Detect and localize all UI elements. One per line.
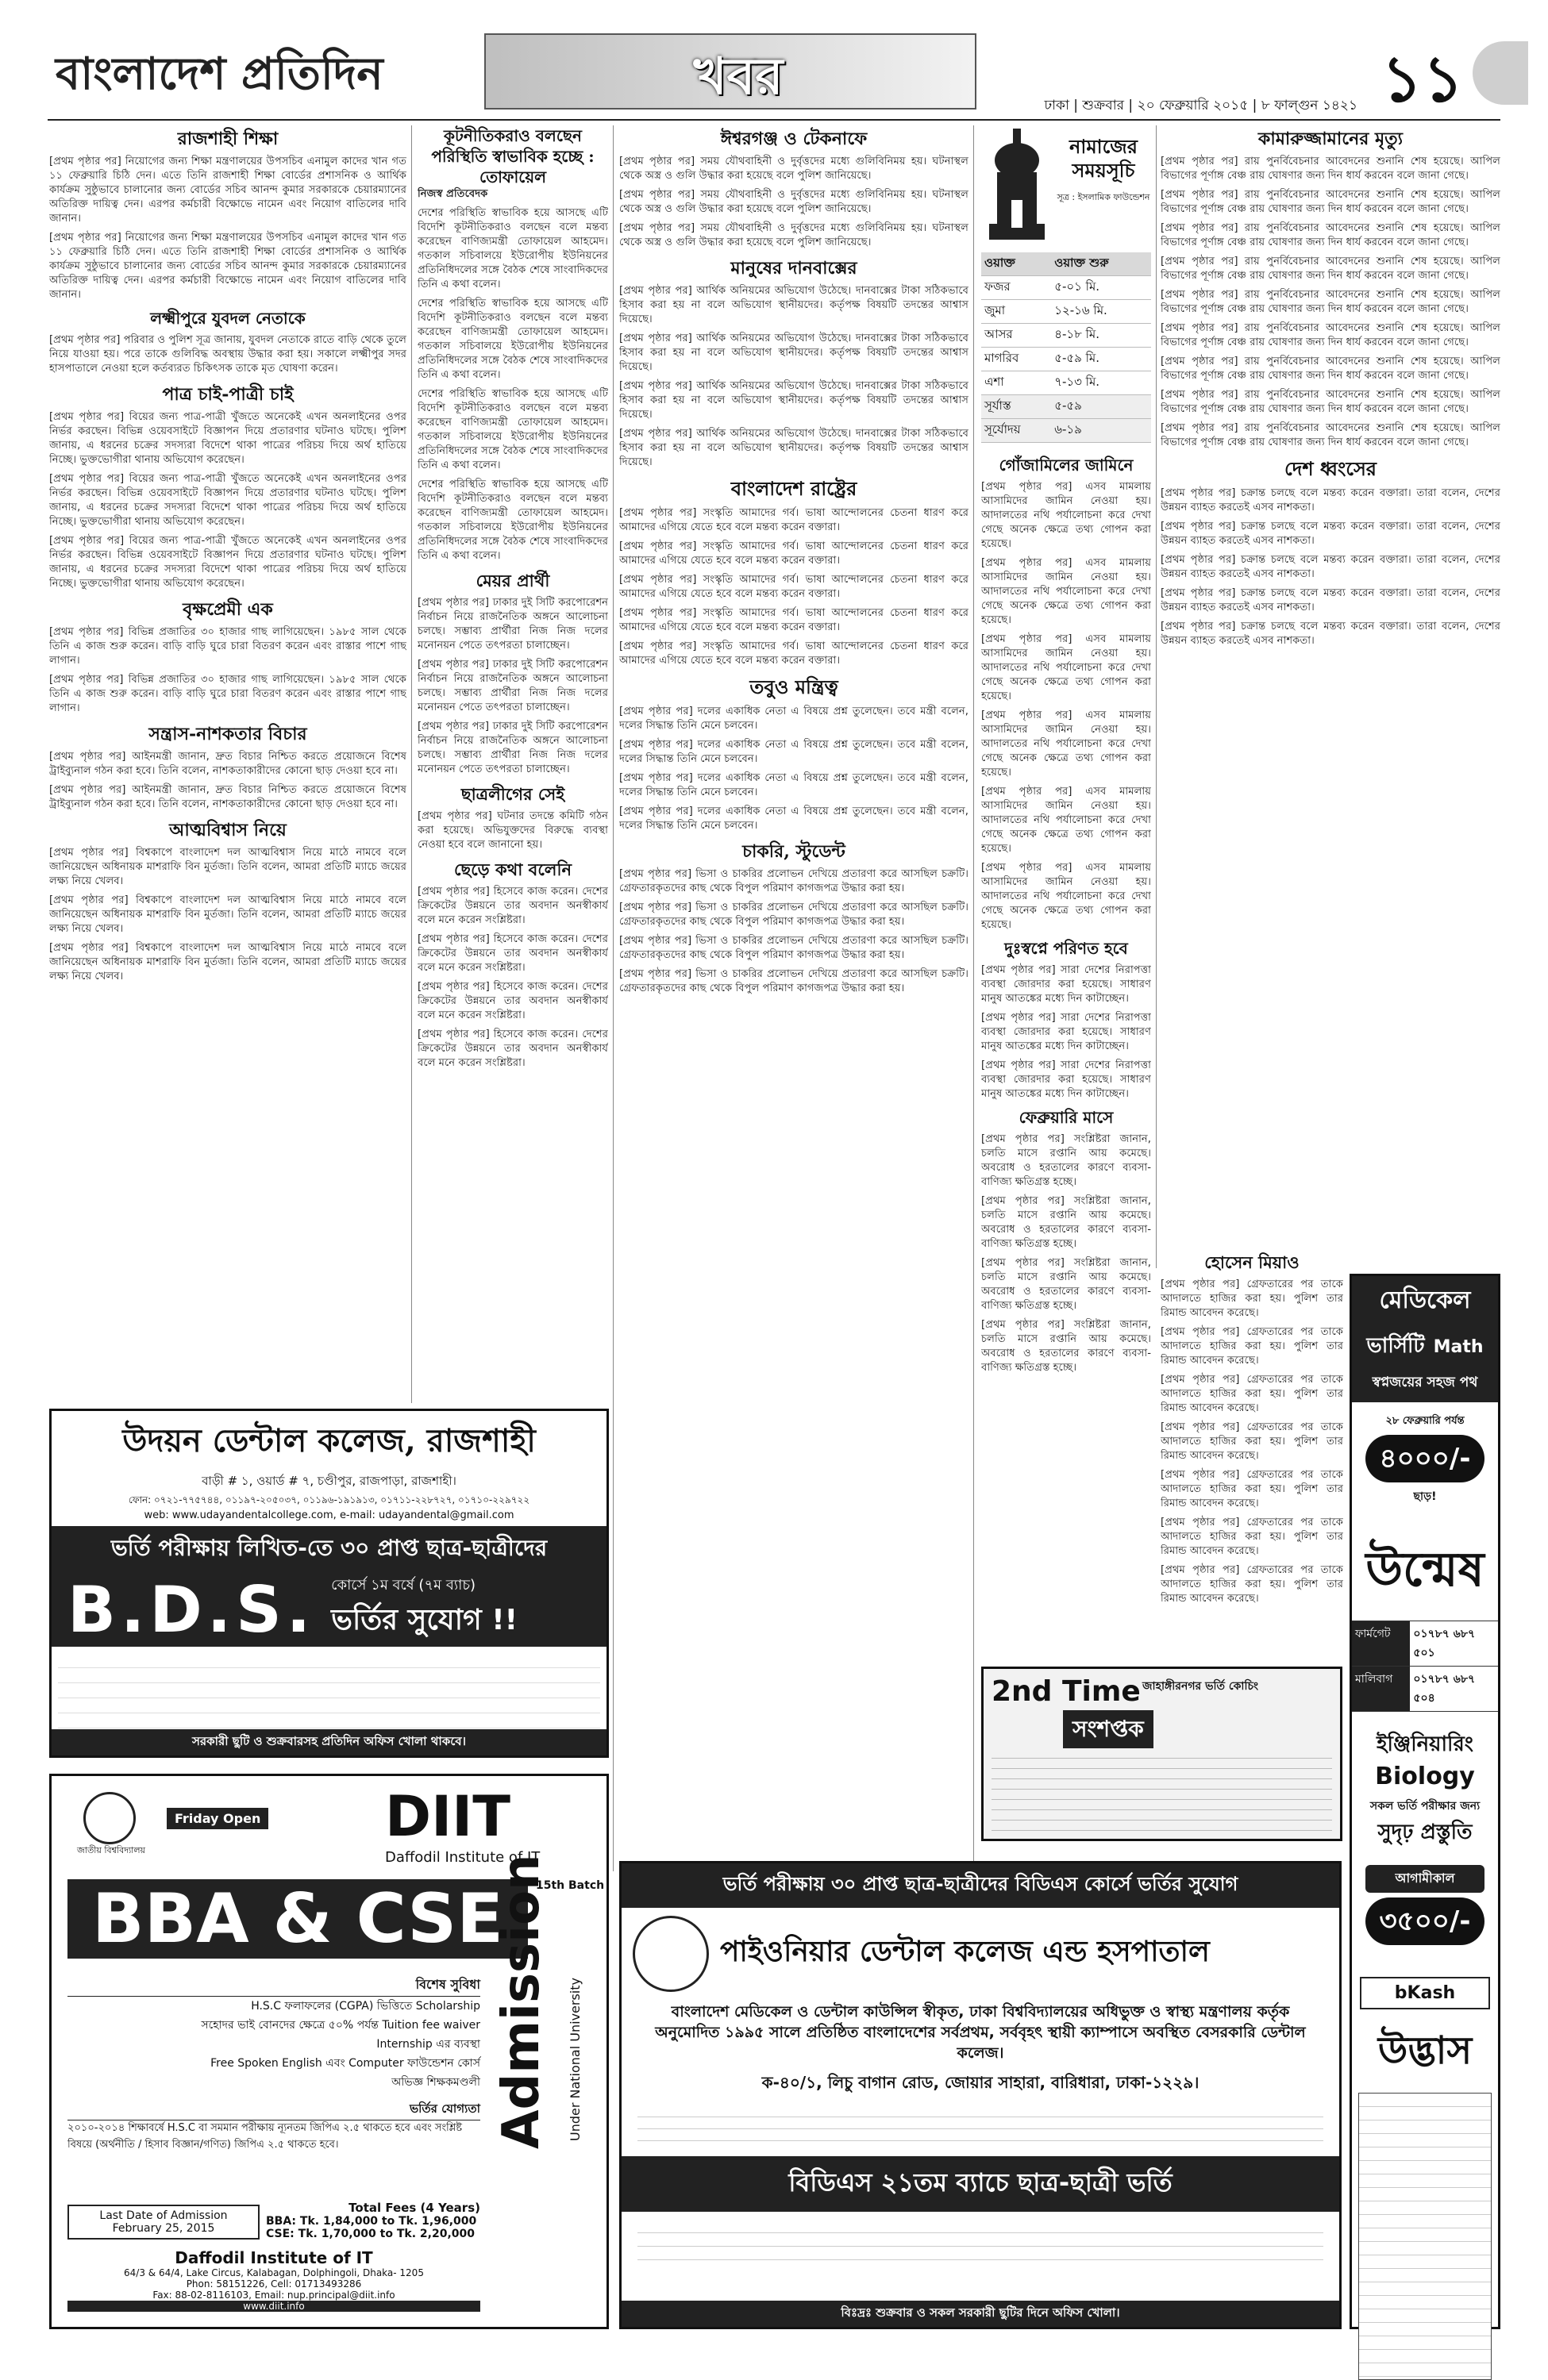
diit-under: Under National University — [568, 1978, 583, 2141]
schedule-time: ৫-০১ মি. — [1051, 276, 1151, 300]
headline-montritto: তবুও মন্ত্রিত্ব — [749, 675, 838, 698]
headline-duswopno: দুঃস্বপ্নে পরিণত হবে — [1004, 939, 1128, 958]
newspaper-brand: বাংলাদেশ প্রতিদিন — [56, 48, 383, 100]
schedule-waqt: ফজর — [981, 276, 1051, 300]
column-divider — [613, 125, 614, 1871]
article-kamaruzzaman-cont8: [প্রথম পৃষ্ঠার পর] রায় পুনর্বিবেচনার আবেদনের শুনানি শেষ হয়েছে। আপিল বিভাগের পূর্ণাঙ্গ বেঞ্চ রায় ঘোষণার জন্য দিন ধার্য করবেন বলে জানা গেছে। — [1161, 422, 1500, 448]
article-rajshahi: [প্রথম পৃষ্ঠার পর] নিয়োগের জন্য শিক্ষা মন্ত্রণালয়ের উপসচিব এনামুল কাদের খান গত ১১ ফেব্রুয়ারি চিঠি দেন। এতে তিনি রাজশাহী শিক্ষা বোর্ডের প্রশাসনিক ও আর্থিক কার্যক্রম সুষ্ঠুভাবে চালানোর জন্য বোর্ডের সচিব আনন্দ কুমার সরকারকে চেয়ারম্যানের অতিরিক্ত দায়িত্ব দেন। এরপর কর্মচারী বিক্ষোভে নামেন এবং নিয়োগ বাতিলের দাবি জানান। — [49, 156, 406, 225]
diit-eligibility-title: ভর্তির যোগ্যতা — [67, 2100, 480, 2120]
schedule-time: ১২-১৬ মি. — [1051, 300, 1151, 324]
ad-biology: Biology — [1375, 1763, 1475, 1790]
headline-chhere: ছেড়ে কথা বলেনি — [454, 859, 572, 879]
article-chhatraleague: [প্রথম পৃষ্ঠার পর] ঘটনার তদন্তে কমিটি গঠন করা হয়েছে। অভিযুক্তদের বিরুদ্ধে ব্যবস্থা নেওয়া হবে বলে জানানো হয়। — [418, 810, 608, 851]
article-montritto-cont2: [প্রথম পৃষ্ঠার পর] দলের একাধিক নেতা এ বিষয়ে প্রশ্ন তুলেছেন। তবে মন্ত্রী বলেন, দলের সিদ্ধান্ত তিনি মেনে চলবেন। — [619, 772, 968, 798]
headline-gonjamil: গোঁজামিলের জামিনে — [999, 456, 1134, 475]
diit-feature: Free Spoken English এবং Computer ফাউন্ডেশন কোর্স — [210, 2057, 480, 2070]
ad-pioneer-dental — [619, 1861, 1342, 2329]
headline-rajshahi: রাজশাহী শিক্ষা — [177, 129, 279, 149]
schedule-header: ওয়াক্ত শুরু — [1051, 252, 1151, 276]
article-tree-cont: [প্রথম পৃষ্ঠার পর] বিভিন্ন প্রজাতির ৩০ হাজার গাছ লাগিয়েছেন। ১৯৮৫ সাল থেকে তিনি এ কাজ শুরু করেন। বাড়ি বাড়ি ঘুরে চারা বিতরণ করেন এবং রাস্তার পাশে গাছ লাগান। — [49, 674, 406, 714]
namaz-source: সূত্র : ইসলামিক ফাউন্ডেশন — [1057, 192, 1150, 202]
dental-title: উদয়ন ডেন্টাল কলেজ, রাজশাহী — [122, 1422, 536, 1459]
diit-admission: Admission — [492, 1854, 551, 2149]
diit-eligibility: ২০১০-২০১৪ শিক্ষাবর্ষে H.S.C বা সমমান পরীক্ষায় ন্যূনতম জিপিএ ২.৫ থাকতে হবে এবং সংশ্লিষ্ট বিষয়ে (অর্থনীতি / হিসাব বিজ্ঞান/গণিত) জিপিএ ২.৫ থাকতে হবে। — [67, 2122, 463, 2151]
ad-medical: মেডিকেল — [1352, 1276, 1498, 1326]
ad-udayan-dental — [49, 1409, 609, 1758]
ad-math: Math — [1433, 1337, 1484, 1357]
diit-footer-phone: Phon: 58151226, Cell: 01713493286 — [186, 2278, 362, 2290]
article-chhere-cont2: [প্রথম পৃষ্ঠার পর] হিসেবে কাজ করেন। দেশের ক্রিকেটের উন্নয়নে তার অবদান অনস্বীকার্য বলে মনে করেন সংশ্লিষ্টরা। — [418, 981, 608, 1021]
article-february: [প্রথম পৃষ্ঠার পর] সংশ্লিষ্টরা জানান, চলতি মাসে রপ্তানি আয় কমেছে। অবরোধ ও হরতালের কারণে ব্যবসা-বাণিজ্য ক্ষতিগ্রস্ত হচ্ছে। — [981, 1133, 1151, 1188]
ad-2nd-time-note: জাহাঙ্গীরনগর ভর্তি কোচিং — [1142, 1680, 1259, 1693]
ad-tomorrow: আগামীকাল — [1365, 1865, 1484, 1893]
headline-rashtra: বাংলাদেশ রাষ্ট্রের — [730, 477, 857, 500]
headline-mayor: মেয়র প্রার্থী — [476, 571, 550, 590]
article-chakri-cont2: [প্রথম পৃষ্ঠার পর] ভিসা ও চাকরির প্রলোভন দেখিয়ে প্রতারণা করে আসছিল চক্রটি। গ্রেফতারকৃতদের কাছ থেকে বিপুল পরিমাণ কাগজপত্র উদ্ধার করা হয়। — [619, 935, 968, 961]
pioneer-logo-icon — [633, 1916, 709, 1992]
pioneer-address: ক-৪০/১, লিচু বাগান রোড, জোয়ার সাহারা, বারিধারা, ঢাকা-১২২৯। — [761, 2073, 1200, 2092]
article-desh-dhongsher-cont2: [প্রথম পৃষ্ঠার পর] চক্রান্ত চলছে বলে মন্তব্য করেন বক্তারা। তারা বলেন, দেশের উন্নয়ন ব্যাহত করতেই এসব নাশকতা। — [1161, 554, 1500, 580]
schedule-time: ৫-৫৯ মি. — [1051, 348, 1151, 371]
headline-danbaksho: মানুষের দানবাক্সের — [730, 258, 857, 279]
article-rashtra-cont: [প্রথম পৃষ্ঠার পর] সংস্কৃতি আমাদের গর্ব। ভাষা আন্দোলনের চেতনা ধারণ করে আমাদের এগিয়ে যেতে হবে বলে মন্তব্য করেন বক্তারা। — [619, 540, 968, 567]
pioneer-details — [637, 2220, 1323, 2267]
sunset-label: সূর্যাস্ত — [981, 395, 1051, 419]
column-5 — [1161, 125, 1500, 1244]
article-montritto-cont3: [প্রথম পৃষ্ঠার পর] দলের একাধিক নেতা এ বিষয়ে প্রশ্ন তুলেছেন। তবে মন্ত্রী বলেন, দলের সিদ্ধান্ত তিনি মেনে চলবেন। — [619, 806, 968, 832]
article-tofail: দেশের পরিস্থিতি স্বাভাবিক হয়ে আসছে এটি বিদেশি কূটনীতিকরাও বলছেন বলে মন্তব্য করেছেন বাণিজ্যমন্ত্রী তোফায়েল আহমেদ। গতকাল সচিবালয়ে ইউরোপীয় ইউনিয়নের প্রতিনিধিদলের সঙ্গে বৈঠক শেষে সাংবাদিকদের তিনি এ কথা বলেন। — [418, 207, 608, 290]
column-3 — [619, 125, 968, 1863]
ad-price-2: ৩৫০০/- — [1365, 1897, 1484, 1945]
diit-batch: 15th Batch — [536, 1879, 605, 1892]
article-kamaruzzaman-cont3: [প্রথম পৃষ্ঠার পর] রায় পুনর্বিবেচনার আবেদনের শুনানি শেষ হয়েছে। আপিল বিভাগের পূর্ণাঙ্গ বেঞ্চ রায় ঘোষণার জন্য দিন ধার্য করবেন বলে জানা গেছে। — [1161, 256, 1500, 282]
sunrise-time: ৬-১৯ — [1051, 419, 1151, 443]
schedule-waqt: এশা — [981, 371, 1051, 395]
schedule-header: ওয়াক্ত — [981, 252, 1051, 276]
headline-lakshmipur: লক্ষ্মীপুরে যুবদল নেতাকে — [150, 309, 306, 328]
diit-feature: অভিজ্ঞ শিক্ষকমণ্ডলী — [391, 2076, 480, 2089]
article-desh-dhongsher-cont4: [প্রথম পৃষ্ঠার পর] চক্রান্ত চলছে বলে মন্তব্য করেন বক্তারা। তারা বলেন, দেশের উন্নয়ন ব্যাহত করতেই এসব নাশকতা। — [1161, 621, 1500, 647]
article-gonjamil-cont3: [প্রথম পৃষ্ঠার পর] এসব মামলায় আসামিদের জামিন নেওয়া হয়। আদালতের নথি পর্যালোচনা করে দেখা গেছে অনেক ক্ষেত্রে তথ্য গোপন করা হয়েছে। — [981, 709, 1151, 779]
ad-deadline: ২৮ ফেব্রুয়ারি পর্যন্ত — [1385, 1415, 1465, 1427]
branch-malibagh: মালিবাগ — [1352, 1667, 1410, 1711]
article-mayor: [প্রথম পৃষ্ঠার পর] ঢাকার দুই সিটি করপোরেশন নির্বাচন নিয়ে রাজনৈতিক অঙ্গনে আলোচনা চলছে। সম্ভাব্য প্রার্থীরা নিজ নিজ দলের মনোনয়ন পেতে তৎপরতা চালাচ্ছেন। — [418, 597, 608, 652]
pioneer-footer: বিঃদ্রঃ শুক্রবার ও সকল সরকারী ছুটির দিনে অফিস খোলা। — [622, 2301, 1339, 2327]
diit-university: জাতীয় বিশ্ববিদ্যালয় — [76, 1845, 146, 1855]
diit-fees-title: Total Fees (4 Years) — [348, 2201, 480, 2215]
article-gonjamil-cont: [প্রথম পৃষ্ঠার পর] এসব মামলায় আসামিদের জামিন নেওয়া হয়। আদালতের নথি পর্যালোচনা করে দেখা গেছে অনেক ক্ষেত্রে তথ্য গোপন করা হয়েছে। — [981, 557, 1151, 626]
article-mayor-cont: [প্রথম পৃষ্ঠার পর] ঢাকার দুই সিটি করপোরেশন নির্বাচন নিয়ে রাজনৈতিক অঙ্গনে আলোচনা চলছে। সম্ভাব্য প্রার্থীরা নিজ নিজ দলের মনোনয়ন পেতে তৎপরতা চালাচ্ছেন। — [418, 659, 608, 713]
diit-footer-web: www.diit.info — [67, 2301, 480, 2312]
article-duswopno: [প্রথম পৃষ্ঠার পর] সারা দেশের নিরাপত্তা ব্যবস্থা জোরদার করা হয়েছে। সাধারণ মানুষ আতঙ্কের মধ্যে দিন কাটাচ্ছেন। — [981, 964, 1151, 1005]
article-gonjamil: [প্রথম পৃষ্ঠার পর] এসব মামলায় আসামিদের জামিন নেওয়া হয়। আদালতের নথি পর্যালোচনা করে দেখা গেছে অনেক ক্ষেত্রে তথ্য গোপন করা হয়েছে। — [981, 481, 1151, 550]
ad-brand-unmesh: উন্মেষ — [1365, 1542, 1484, 1598]
article-chakri-cont3: [প্রথম পৃষ্ঠার পর] ভিসা ও চাকরির প্রলোভন দেখিয়ে প্রতারণা করে আসছিল চক্রটি। গ্রেফতারকৃতদের কাছ থেকে বিপুল পরিমাণ কাগজপত্র উদ্ধার করা হয়। — [619, 968, 968, 994]
article-kamaruzzaman-cont4: [প্রথম পৃষ্ঠার পর] রায় পুনর্বিবেচনার আবেদনের শুনানি শেষ হয়েছে। আপিল বিভাগের পূর্ণাঙ্গ বেঞ্চ রায় ঘোষণার জন্য দিন ধার্য করবেন বলে জানা গেছে। — [1161, 289, 1500, 315]
article-rashtra-cont3: [প্রথম পৃষ্ঠার পর] সংস্কৃতি আমাদের গর্ব। ভাষা আন্দোলনের চেতনা ধারণ করে আমাদের এগিয়ে যেতে হবে বলে মন্তব্য করেন বক্তারা। — [619, 607, 968, 633]
article-hossain-cont5: [প্রথম পৃষ্ঠার পর] গ্রেফতারের পর তাকে আদালতে হাজির করা হয়। পুলিশ তার রিমান্ড আবেদন করেছে। — [1161, 1517, 1343, 1557]
diit-brand-sub: Daffodil Institute of IT — [385, 1849, 541, 1866]
pioneer-banner: ভর্তি পরীক্ষায় ৩০ প্রাপ্ত ছাত্র-ছাত্রীদের বিডিএস কোর্সে ভর্তির সুযোগ — [622, 1863, 1339, 1908]
article-danbaksho-cont: [প্রথম পৃষ্ঠার পর] আর্থিক অনিয়মের অভিযোগ উঠেছে। দানবাক্সের টাকা সঠিকভাবে হিসাব করা হয় না বলে অভিযোগ স্থানীয়দের। কর্তৃপক্ষ বিষয়টি তদন্তের আশ্বাস দিয়েছে। — [619, 333, 968, 373]
pioneer-title: পাইওনিয়ার ডেন্টাল কলেজ এন্ড হসপাতাল — [720, 1935, 1210, 1968]
article-confidence-cont: [প্রথম পৃষ্ঠার পর] বিশ্বকাপে বাংলাদেশ দল আত্মবিশ্বাস নিয়ে মাঠে নামবে বলে জানিয়েছেন অধিনায়ক মাশরাফি বিন মুর্তজা। তিনি বলেন, আমরা প্রতিটি ম্যাচে জয়ের লক্ষ্য নিয়ে খেলব। — [49, 894, 406, 935]
ad-varsity: ভার্সিটি — [1366, 1334, 1425, 1358]
dental-course-note: কোর্সে ১ম বর্ষে (৭ম ব্যাচ) — [331, 1577, 476, 1594]
diit-course: BBA & CSE — [67, 1879, 528, 1959]
namaz-schedule — [981, 252, 1151, 443]
article-danbaksho-cont2: [প্রথম পৃষ্ঠার পর] আর্থিক অনিয়মের অভিযোগ উঠেছে। দানবাক্সের টাকা সঠিকভাবে হিসাব করা হয় না বলে অভিযোগ স্থানীয়দের। কর্তৃপক্ষ বিষয়টি তদন্তের আশ্বাস দিয়েছে। — [619, 380, 968, 421]
article-february-cont3: [প্রথম পৃষ্ঠার পর] সংশ্লিষ্টরা জানান, চলতি মাসে রপ্তানি আয় কমেছে। অবরোধ ও হরতালের কারণে ব্যবসা-বাণিজ্য ক্ষতিগ্রস্ত হচ্ছে। — [981, 1319, 1151, 1374]
ad-2nd-time-subtitle: সংশপ্তক — [1063, 1710, 1153, 1751]
article-ishwarganj-cont2: [প্রথম পৃষ্ঠার পর] সময় যৌথবাহিনী ও দুর্বৃত্তদের মধ্যে গুলিবিনিময় হয়। ঘটনাস্থল থেকে অস্ত্র ও গুলি উদ্ধার করা হয়েছে বলে পুলিশ জানিয়েছে। — [619, 222, 968, 248]
diit-friday-open: Friday Open — [167, 1808, 268, 1829]
article-kamaruzzaman-cont2: [প্রথম পৃষ্ঠার পর] রায় পুনর্বিবেচনার আবেদনের শুনানি শেষ হয়েছে। আপিল বিভাগের পূর্ণাঙ্গ বেঞ্চ রায় ঘোষণার জন্য দিন ধার্য করবেন বলে জানা গেছে। — [1161, 222, 1500, 248]
article-rajshahi-cont: [প্রথম পৃষ্ঠার পর] নিয়োগের জন্য শিক্ষা মন্ত্রণালয়ের উপসচিব এনামুল কাদের খান গত ১১ ফেব্রুয়ারি চিঠি দেন। এতে তিনি রাজশাহী শিক্ষা বোর্ডের প্রশাসনিক ও আর্থিক কার্যক্রম সুষ্ঠুভাবে চালানোর জন্য বোর্ডের সচিব আনন্দ কুমার সরকারকে চেয়ারম্যানের অতিরিক্ত দায়িত্ব দেন। এরপর কর্মচারী বিক্ষোভে নামেন এবং নিয়োগ বাতিলের দাবি জানান। — [49, 232, 406, 301]
dental-course: B.D.S. — [67, 1573, 316, 1647]
headline-patro: পাত্র চাই-পাত্রী চাই — [162, 384, 294, 405]
article-danbaksho-cont3: [প্রথম পৃষ্ঠার পর] আর্থিক অনিয়মের অভিযোগ উঠেছে। দানবাক্সের টাকা সঠিকভাবে হিসাব করা হয় না বলে অভিযোগ স্থানীয়দের। কর্তৃপক্ষ বিষয়টি তদন্তের আশ্বাস দিয়েছে। — [619, 428, 968, 468]
schedule-time: ৭-১৩ মি. — [1051, 371, 1151, 395]
ad-2nd-time — [981, 1667, 1342, 1841]
article-danbaksho: [প্রথম পৃষ্ঠার পর] আর্থিক অনিয়মের অভিযোগ উঠেছে। দানবাক্সের টাকা সঠিকভাবে হিসাব করা হয় না বলে অভিযোগ স্থানীয়দের। কর্তৃপক্ষ বিষয়টি তদন্তের আশ্বাস দিয়েছে। — [619, 285, 968, 325]
article-chakri-cont: [প্রথম পৃষ্ঠার পর] ভিসা ও চাকরির প্রলোভন দেখিয়ে প্রতারণা করে আসছিল চক্রটি। গ্রেফতারকৃতদের কাছ থেকে বিপুল পরিমাণ কাগজপত্র উদ্ধার করা হয়। — [619, 902, 968, 928]
section-title: খবর — [693, 47, 784, 106]
diit-footer-fax: Fax: 88-02-8116103, Email: nup.principal@diit.info — [152, 2290, 395, 2301]
article-kamaruzzaman-cont: [প্রথম পৃষ্ঠার পর] রায় পুনর্বিবেচনার আবেদনের শুনানি শেষ হয়েছে। আপিল বিভাগের পূর্ণাঙ্গ বেঞ্চ রায় ঘোষণার জন্য দিন ধার্য করবেন বলে জানা গেছে। — [1161, 189, 1500, 215]
article-terror-trial: [প্রথম পৃষ্ঠার পর] আইনমন্ত্রী জানান, দ্রুত বিচার নিশ্চিত করতে প্রয়োজনে বিশেষ ট্রাইব্যুনাল গঠন করা হবে। তিনি বলেন, নাশকতাকারীদের কোনো ছাড় দেওয়া হবে না। — [49, 751, 406, 777]
article-confidence-cont2: [প্রথম পৃষ্ঠার পর] বিশ্বকাপে বাংলাদেশ দল আত্মবিশ্বাস নিয়ে মাঠে নামবে বলে জানিয়েছেন অধিনায়ক মাশরাফি বিন মুর্তজা। তিনি বলেন, আমরা প্রতিটি ম্যাচে জয়ের লক্ষ্য নিয়ে খেলব। — [49, 942, 406, 982]
ad-engineering: ইঞ্জিনিয়ারিং — [1377, 1732, 1473, 1756]
dental-address: বাড়ী # ১, ওয়ার্ড # ৭, চণ্ডীপুর, রাজপাড়া, রাজশাহী। — [202, 1474, 456, 1488]
article-terror-trial-cont: [প্রথম পৃষ্ঠার পর] আইনমন্ত্রী জানান, দ্রুত বিচার নিশ্চিত করতে প্রয়োজনে বিশেষ ট্রাইব্যুনাল গঠন করা হবে। তিনি বলেন, নাশকতাকারীদের কোনো ছাড় দেওয়া হবে না। — [49, 784, 406, 810]
headline-february: ফেব্রুয়ারি মাসে — [1019, 1108, 1114, 1127]
schedule-time: ৪-১৮ মি. — [1051, 324, 1151, 348]
article-february-cont2: [প্রথম পৃষ্ঠার পর] সংশ্লিষ্টরা জানান, চলতি মাসে রপ্তানি আয় কমেছে। অবরোধ ও হরতালের কারণে ব্যবসা-বাণিজ্য ক্ষতিগ্রস্ত হচ্ছে। — [981, 1257, 1151, 1312]
article-kamaruzzaman-cont6: [প্রথম পৃষ্ঠার পর] রায় পুনর্বিবেচনার আবেদনের শুনানি শেষ হয়েছে। আপিল বিভাগের পূর্ণাঙ্গ বেঞ্চ রায় ঘোষণার জন্য দিন ধার্য করবেন বলে জানা গেছে। — [1161, 356, 1500, 382]
diit-footer-addr: 64/3 & 64/4, Lake Circus, Kalabagan, Dolphingoli, Dhaka- 1205 — [124, 2267, 424, 2278]
article-gonjamil-cont2: [প্রথম পৃষ্ঠার পর] এসব মামলায় আসামিদের জামিন নেওয়া হয়। আদালতের নথি পর্যালোচনা করে দেখা গেছে অনেক ক্ষেত্রে তথ্য গোপন করা হয়েছে। — [981, 633, 1151, 702]
diit-footer-name: Daffodil Institute of IT — [175, 2248, 373, 2267]
namaz-title: নামাজের সময়সূচি — [1069, 135, 1138, 182]
mosque-icon — [981, 129, 1053, 248]
diit-feature: Internship এর ব্যবস্থা — [376, 2038, 480, 2051]
article-ishwarganj-cont: [প্রথম পৃষ্ঠার পর] সময় যৌথবাহিনী ও দুর্বৃত্তদের মধ্যে গুলিবিনিময় হয়। ঘটনাস্থল থেকে অস্ত্র ও গুলি উদ্ধার করা হয়েছে বলে পুলিশ জানিয়েছে। — [619, 189, 968, 215]
article-rashtra-cont2: [প্রথম পৃষ্ঠার পর] সংস্কৃতি আমাদের গর্ব। ভাষা আন্দোলনের চেতনা ধারণ করে আমাদের এগিয়ে যেতে হবে বলে মন্তব্য করেন বক্তারা। — [619, 574, 968, 600]
article-mayor-cont2: [প্রথম পৃষ্ঠার পর] ঢাকার দুই সিটি করপোরেশন নির্বাচন নিয়ে রাজনৈতিক অঙ্গনে আলোচনা চলছে। সম্ভাব্য প্রার্থীরা নিজ নিজ দলের মনোনয়ন পেতে তৎপরতা চালাচ্ছেন। — [418, 721, 608, 775]
dateline: ঢাকা | শুক্রবার | ২০ ফেব্রুয়ারি ২০১৫ | ৮ ফাল্গুন ১৪২১ — [1044, 98, 1357, 113]
column-1 — [49, 125, 406, 1403]
headline-kamaruzzaman: কামারুজ্জামানের মৃত্যু — [1257, 129, 1404, 149]
article-kamaruzzaman-cont5: [প্রথম পৃষ্ঠার পর] রায় পুনর্বিবেচনার আবেদনের শুনানি শেষ হয়েছে। আপিল বিভাগের পূর্ণাঙ্গ বেঞ্চ রায় ঘোষণার জন্য দিন ধার্য করবেন বলে জানা গেছে। — [1161, 322, 1500, 348]
column-2 — [418, 125, 608, 1403]
article-hossain-cont3: [প্রথম পৃষ্ঠার পর] গ্রেফতারের পর তাকে আদালতে হাজির করা হয়। পুলিশ তার রিমান্ড আবেদন করেছে। — [1161, 1421, 1343, 1462]
dental-footer: সরকারী ছুটি ও শুক্রবারসহ প্রতিদিন অফিস খোলা থাকবে। — [52, 1729, 606, 1755]
branch-table — [1358, 2093, 1492, 2380]
article-rashtra: [প্রথম পৃষ্ঠার পর] সংস্কৃতি আমাদের গর্ব। ভাষা আন্দোলনের চেতনা ধারণ করে আমাদের এগিয়ে যেতে হবে বলে মন্তব্য করেন বক্তারা। — [619, 507, 968, 533]
ad-discount: ছাড়! — [1413, 1490, 1437, 1503]
sunrise-label: সূর্যোদয় — [981, 419, 1051, 443]
article-confidence: [প্রথম পৃষ্ঠার পর] বিশ্বকাপে বাংলাদেশ দল আত্মবিশ্বাস নিয়ে মাঠে নামবে বলে জানিয়েছেন অধিনায়ক মাশরাফি বিন মুর্তজা। তিনি বলেন, আমরা প্রতিটি ম্যাচে জয়ের লক্ষ্য নিয়ে খেলব। — [49, 847, 406, 887]
ad-price-1: ৪০০০/- — [1365, 1435, 1484, 1482]
article-tree: [প্রথম পৃষ্ঠার পর] বিভিন্ন প্রজাতির ৩০ হাজার গাছ লাগিয়েছেন। ১৯৮৫ সাল থেকে তিনি এ কাজ শুরু করেন। বাড়ি বাড়ি ঘুরে চারা বিতরণ করেন এবং রাস্তার পাশে গাছ লাগান। — [49, 626, 406, 667]
article-montritto-cont: [প্রথম পৃষ্ঠার পর] দলের একাধিক নেতা এ বিষয়ে প্রশ্ন তুলেছেন। তবে মন্ত্রী বলেন, দলের সিদ্ধান্ত তিনি মেনে চলবেন। — [619, 739, 968, 765]
headline-confidence: আত্মবিশ্বাস নিয়ে — [169, 820, 287, 840]
article-duswopno-cont: [প্রথম পৃষ্ঠার পর] সারা দেশের নিরাপত্তা ব্যবস্থা জোরদার করা হয়েছে। সাধারণ মানুষ আতঙ্কের মধ্যে দিন কাটাচ্ছেন। — [981, 1012, 1151, 1052]
ad-brand-udvash: উদ্ভাস — [1377, 2028, 1473, 2073]
article-gonjamil-cont4: [প্রথম পৃষ্ঠার পর] এসব মামলায় আসামিদের জামিন নেওয়া হয়। আদালতের নথি পর্যালোচনা করে দেখা গেছে অনেক ক্ষেত্রে তথ্য গোপন করা হয়েছে। — [981, 786, 1151, 855]
diit-last-date: February 25, 2015 — [112, 2222, 215, 2235]
university-logo-icon — [83, 1792, 136, 1844]
branch-farmgate: ফার্মগেট — [1352, 1621, 1410, 1666]
article-patro: [প্রথম পৃষ্ঠার পর] বিয়ের জন্য পাত্র-পাত্রী খুঁজতে অনেকেই এখন অনলাইনের ওপর নির্ভর করছেন। বিভিন্ন ওয়েবসাইটে বিজ্ঞাপন দিয়ে প্রতারণার ঘটনাও ঘটছে। পুলিশ জানায়, এ ধরনের চক্রের সদস্যরা বিদেশে থাকা পাত্রের পরিচয় দিয়ে অর্থ হাতিয়ে নিচ্ছে। ভুক্তভোগীরা থানায় অভিযোগ করেছেন। — [49, 411, 406, 466]
dental-chance: ভর্তির সুযোগ !! — [331, 1604, 518, 1636]
ad-2nd-time-details — [992, 1748, 1332, 1836]
article-gonjamil-cont5: [প্রথম পৃষ্ঠার পর] এসব মামলায় আসামিদের জামিন নেওয়া হয়। আদালতের নথি পর্যালোচনা করে দেখা গেছে অনেক ক্ষেত্রে তথ্য গোপন করা হয়েছে। — [981, 862, 1151, 931]
column-divider — [1156, 125, 1157, 1268]
pioneer-desc: বাংলাদেশ মেডিকেল ও ডেন্টাল কাউন্সিল স্বীকৃত, ঢাকা বিশ্ববিদ্যালয়ের অধিভুক্ত ও স্বাস্থ্য মন্ত্রণালয় কর্তৃক অনুমোদিত ১৯৯৫ সালে প্রতিষ্ঠিত বাংলাদেশের সর্বপ্রথম, সর্ববৃহৎ স্থায়ী ক্যাম্পাসে অবস্থিত বেসরকারি ডেন্টাল কলেজ। — [655, 2003, 1306, 2062]
diit-fee-cse: CSE: Tk. 1,70,000 to Tk. 2,20,000 — [266, 2228, 475, 2240]
schedule-waqt: আসর — [981, 324, 1051, 348]
diit-logo: DIIT — [385, 1784, 510, 1849]
headline-desh-dhongsher: দেশ ধ্বংসের — [1284, 457, 1377, 480]
headline-terror-trial: সন্ত্রাস-নাশকতার বিচার — [148, 724, 307, 744]
dental-admission-line: ভর্তি পরীক্ষায় লিখিত-তে ৩০ প্রাপ্ত ছাত্র-ছাত্রীদের — [52, 1526, 606, 1573]
diit-feature: H.S.C ফলাফলের (CGPA) ভিত্তিতে Scholarship — [251, 2000, 480, 2013]
ad-2nd-time-title: 2nd Time — [992, 1675, 1141, 1708]
article-hossain: [প্রথম পৃষ্ঠার পর] গ্রেফতারের পর তাকে আদালতে হাজির করা হয়। পুলিশ তার রিমান্ড আবেদন করেছে। — [1161, 1278, 1343, 1319]
dental-phone: ফোন: ০৭২১-৭৭৫৭৪৪, ০১১৯৭-২০৫০৩৭, ০১১৯৬-১৯১৯১৩, ০১৭১১-২২৮৭২৭, ০১৭১০-২২৯৭২২ — [128, 1494, 530, 1505]
article-patro-cont: [প্রথম পৃষ্ঠার পর] বিয়ের জন্য পাত্র-পাত্রী খুঁজতে অনেকেই এখন অনলাইনের ওপর নির্ভর করছেন। বিভিন্ন ওয়েবসাইটে বিজ্ঞাপন দিয়ে প্রতারণার ঘটনাও ঘটছে। পুলিশ জানায়, এ ধরনের চক্রের সদস্যরা বিদেশে থাকা পাত্রের পরিচয় দিয়ে অর্থ হাতিয়ে নিচ্ছে। ভুক্তভোগীরা থানায় অভিযোগ করেছেন। — [49, 473, 406, 528]
diit-last-date-label: Last Date of Admission — [99, 2209, 228, 2222]
article-chhere: [প্রথম পৃষ্ঠার পর] হিসেবে কাজ করেন। দেশের ক্রিকেটের উন্নয়নে তার অবদান অনস্বীকার্য বলে মনে করেন সংশ্লিষ্টরা। — [418, 886, 608, 926]
headline-ishwarganj: ঈশ্বরগঞ্জ ও টেকনাফে — [720, 129, 868, 149]
article-duswopno-cont2: [প্রথম পৃষ্ঠার পর] সারা দেশের নিরাপত্তা ব্যবস্থা জোরদার করা হয়েছে। সাধারণ মানুষ আতঙ্কের মধ্যে দিন কাটাচ্ছেন। — [981, 1059, 1151, 1100]
article-lakshmipur: [প্রথম পৃষ্ঠার পর] পরিবার ও পুলিশ সূত্র জানায়, যুবদল নেতাকে রাতে বাড়ি থেকে তুলে নিয়ে যাওয়া হয়। পরে তাকে গুলিবিদ্ধ অবস্থায় উদ্ধার করা হয়। সকালে লক্ষ্মীপুর সদর হাসপাতালে নেওয়া হলে কর্তব্যরত চিকিৎসক তাকে মৃত ঘোষণা করেন। — [49, 334, 406, 375]
dental-web: web: www.udayandentalcollege.com, e-mail: udayandental@gmail.com — [144, 1509, 514, 1521]
column-4 — [981, 454, 1151, 1660]
sunset-time: ৫-৫৯ — [1051, 395, 1151, 419]
article-chhere-cont: [প্রথম পৃষ্ঠার পর] হিসেবে কাজ করেন। দেশের ক্রিকেটের উন্নয়নে তার অবদান অনস্বীকার্য বলে মনে করেন সংশ্লিষ্টরা। — [418, 933, 608, 974]
headline-tofail: কূটনীতিকরাও বলছেন পরিস্থিতি স্বাভাবিক হচ্ছে : তোফায়েল — [431, 126, 595, 186]
article-rashtra-cont4: [প্রথম পৃষ্ঠার পর] সংস্কৃতি আমাদের গর্ব। ভাষা আন্দোলনের চেতনা ধারণ করে আমাদের এগিয়ে যেতে হবে বলে মন্তব্য করেন বক্তারা। — [619, 640, 968, 667]
branch-malibagh-phone: ০১৭৮৭ ৬৮৭ ৫০৪ — [1413, 1673, 1476, 1705]
byline: নিজস্ব প্রতিবেদক — [418, 188, 488, 200]
article-tofail-cont3: দেশের পরিস্থিতি স্বাভাবিক হয়ে আসছে এটি বিদেশি কূটনীতিকরাও বলছেন বলে মন্তব্য করেছেন বাণিজ্যমন্ত্রী তোফায়েল আহমেদ। গতকাল সচিবালয়ে ইউরোপীয় ইউনিয়নের প্রতিনিধিদলের সঙ্গে বৈঠক শেষে সাংবাদিকদের তিনি এ কথা বলেন। — [418, 479, 608, 562]
article-patro-cont2: [প্রথম পৃষ্ঠার পর] বিয়ের জন্য পাত্র-পাত্রী খুঁজতে অনেকেই এখন অনলাইনের ওপর নির্ভর করছেন। বিভিন্ন ওয়েবসাইটে বিজ্ঞাপন দিয়ে প্রতারণার ঘটনাও ঘটছে। পুলিশ জানায়, এ ধরনের চক্রের সদস্যরা বিদেশে থাকা পাত্রের পরিচয় দিয়ে অর্থ হাতিয়ে নিচ্ছে। ভুক্তভোগীরা থানায় অভিযোগ করেছেন। — [49, 535, 406, 590]
article-desh-dhongsher-cont3: [প্রথম পৃষ্ঠার পর] চক্রান্ত চলছে বলে মন্তব্য করেন বক্তারা। তারা বলেন, দেশের উন্নয়ন ব্যাহত করতেই এসব নাশকতা। — [1161, 587, 1500, 613]
pioneer-batch: বিডিএস ২১তম ব্যাচে ছাত্র-ছাত্রী ভর্তি — [622, 2156, 1339, 2212]
article-montritto: [প্রথম পৃষ্ঠার পর] দলের একাধিক নেতা এ বিষয়ে প্রশ্ন তুলেছেন। তবে মন্ত্রী বলেন, দলের সিদ্ধান্ত তিনি মেনে চলবেন। — [619, 706, 968, 732]
article-chakri: [প্রথম পৃষ্ঠার পর] ভিসা ও চাকরির প্রলোভন দেখিয়ে প্রতারণা করে আসছিল চক্রটি। গ্রেফতারকৃতদের কাছ থেকে বিপুল পরিমাণ কাগজপত্র উদ্ধার করা হয়। — [619, 868, 968, 894]
article-hossain-cont2: [প্রথম পৃষ্ঠার পর] গ্রেফতারের পর তাকে আদালতে হাজির করা হয়। পুলিশ তার রিমান্ড আবেদন করেছে। — [1161, 1374, 1343, 1414]
schedule-waqt: জুমা — [981, 300, 1051, 324]
article-chhere-cont3: [প্রথম পৃষ্ঠার পর] হিসেবে কাজ করেন। দেশের ক্রিকেটের উন্নয়নে তার অবদান অনস্বীকার্য বলে মনে করেন সংশ্লিষ্টরা। — [418, 1029, 608, 1069]
diit-feature: সহোদর ভাই বোনদের ক্ষেত্রে ৫০% পর্যন্ত Tuition fee waiver — [201, 2019, 480, 2032]
ad-prep: সুদৃঢ় প্রস্তুতি — [1377, 1821, 1473, 1844]
article-hossain-cont: [প্রথম পৃষ্ঠার পর] গ্রেফতারের পর তাকে আদালতে হাজির করা হয়। পুলিশ তার রিমান্ড আবেদন করেছে। — [1161, 1326, 1343, 1367]
headline-chhatraleague: ছাত্রলীগের সেই — [460, 784, 565, 804]
side-ad-unmesh — [1350, 1274, 1500, 2329]
article-hossain-cont6: [প্রথম পৃষ্ঠার পর] গ্রেফতারের পর তাকে আদালতে হাজির করা হয়। পুলিশ তার রিমান্ড আবেদন করেছে। — [1161, 1564, 1343, 1605]
page-number: ১১ — [1381, 41, 1464, 116]
article-tofail-cont: দেশের পরিস্থিতি স্বাভাবিক হয়ে আসছে এটি বিদেশি কূটনীতিকরাও বলছেন বলে মন্তব্য করেছেন বাণিজ্যমন্ত্রী তোফায়েল আহমেদ। গতকাল সচিবালয়ে ইউরোপীয় ইউনিয়নের প্রতিনিধিদলের সঙ্গে বৈঠক শেষে সাংবাদিকদের তিনি এ কথা বলেন। — [418, 298, 608, 381]
ad-diit — [49, 1774, 609, 2329]
ad-all-admission: সকল ভর্তি পরীক্ষার জন্য — [1369, 1800, 1481, 1813]
headline-chakri: চাকরি, স্টুডেন্ট — [742, 841, 845, 862]
masthead-rule — [48, 119, 1500, 121]
article-desh-dhongsher: [প্রথম পৃষ্ঠার পর] চক্রান্ত চলছে বলে মন্তব্য করেন বক্তারা। তারা বলেন, দেশের উন্নয়ন ব্যাহত করতেই এসব নাশকতা। — [1161, 487, 1500, 513]
headline-hossain: হোসেন মিয়াও — [1204, 1252, 1300, 1272]
diit-features-title: বিশেষ সুবিধা — [67, 1974, 480, 1997]
column-divider — [411, 125, 412, 1403]
column-divider — [973, 125, 974, 1871]
schedule-waqt: মাগরিব — [981, 348, 1051, 371]
article-ishwarganj: [প্রথম পৃষ্ঠার পর] সময় যৌথবাহিনী ও দুর্বৃত্তদের মধ্যে গুলিবিনিময় হয়। ঘটনাস্থল থেকে অস্ত্র ও গুলি উদ্ধার করা হয়েছে বলে পুলিশ জানিয়েছে। — [619, 156, 968, 182]
diit-fee-bba: BBA: Tk. 1,84,000 to Tk. 1,96,000 — [266, 2215, 477, 2228]
ad-bkash: bKash — [1360, 1977, 1490, 2009]
article-tofail-cont2: দেশের পরিস্থিতি স্বাভাবিক হয়ে আসছে এটি বিদেশি কূটনীতিকরাও বলছেন বলে মন্তব্য করেছেন বাণিজ্যমন্ত্রী তোফায়েল আহমেদ। গতকাল সচিবালয়ে ইউরোপীয় ইউনিয়নের প্রতিনিধিদলের সঙ্গে বৈঠক শেষে সাংবাদিকদের তিনি এ কথা বলেন। — [418, 388, 608, 471]
article-desh-dhongsher-cont: [প্রথম পৃষ্ঠার পর] চক্রান্ত চলছে বলে মন্তব্য করেন বক্তারা। তারা বলেন, দেশের উন্নয়ন ব্যাহত করতেই এসব নাশকতা। — [1161, 521, 1500, 547]
article-february-cont: [প্রথম পৃষ্ঠার পর] সংশ্লিষ্টরা জানান, চলতি মাসে রপ্তানি আয় কমেছে। অবরোধ ও হরতালের কারণে ব্যবসা-বাণিজ্য ক্ষতিগ্রস্ত হচ্ছে। — [981, 1195, 1151, 1250]
article-hossain-cont4: [প্রথম পৃষ্ঠার পর] গ্রেফতারের পর তাকে আদালতে হাজির করা হয়। পুলিশ তার রিমান্ড আবেদন করেছে। — [1161, 1469, 1343, 1509]
branch-farmgate-phone: ০১৭৮৭ ৬৮৭ ৫০১ — [1413, 1628, 1476, 1659]
headline-tree: বৃক্ষপ্রেমী এক — [183, 599, 273, 620]
ad-tagline: স্বপ্নজয়ের সহজ পথ — [1352, 1367, 1498, 1402]
pioneer-phones — [637, 2105, 1323, 2145]
article-kamaruzzaman-cont7: [প্রথম পৃষ্ঠার পর] রায় পুনর্বিবেচনার আবেদনের শুনানি শেষ হয়েছে। আপিল বিভাগের পূর্ণাঙ্গ বেঞ্চ রায় ঘোষণার জন্য দিন ধার্য করবেন বলে জানা গেছে। — [1161, 389, 1500, 415]
article-kamaruzzaman: [প্রথম পৃষ্ঠার পর] রায় পুনর্বিবেচনার আবেদনের শুনানি শেষ হয়েছে। আপিল বিভাগের পূর্ণাঙ্গ বেঞ্চ রায় ঘোষণার জন্য দিন ধার্য করবেন বলে জানা গেছে। — [1161, 156, 1500, 182]
